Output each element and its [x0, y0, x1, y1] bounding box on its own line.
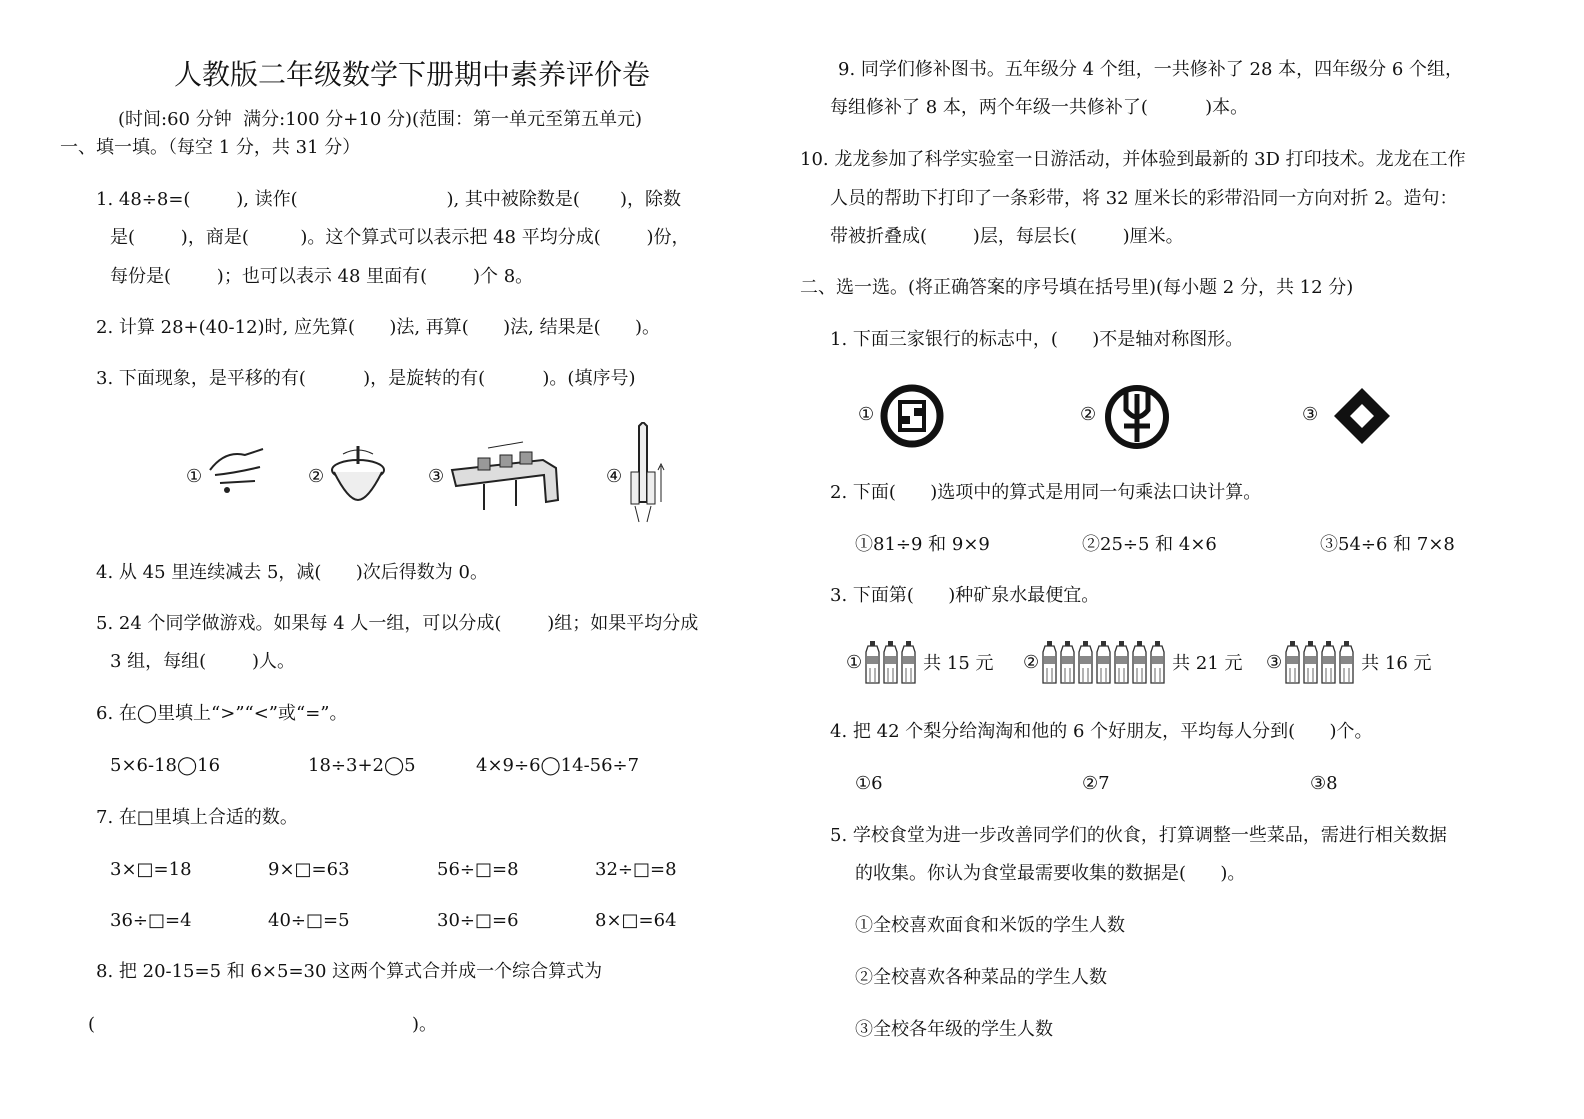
water-bottle-icon [1060, 640, 1075, 684]
s2-q5-option: ①全校喜欢面食和米饭的学生人数 [855, 915, 1125, 936]
q2: 2. 计算 28+(40-12)时, 应先算( )法, 再算( )法, 结果是( )。 [96, 317, 660, 338]
water-bottle-icon [901, 640, 916, 684]
q3: 3. 下面现象，是平移的有( )，是旋转的有( )。(填序号) [96, 368, 636, 389]
water-bottle-icon [1132, 640, 1147, 684]
q8-blank-close: )。 [412, 1014, 438, 1035]
s2-q4-option: ①6 [855, 773, 883, 794]
s2-q4: 4. 把 42 个梨分给淘淘和他的 6 个好朋友，平均每人分到( )个。 [830, 721, 1373, 742]
q10-line3: 带被折叠成( )层，每层长( )厘米。 [830, 226, 1184, 247]
water-bottle-icon [1339, 640, 1354, 684]
water-bottle-icon [865, 640, 880, 684]
water-option-2 [1023, 640, 1243, 684]
icbc-logo-icon [880, 384, 944, 448]
q3-label-4: ④ [606, 466, 623, 487]
bank-label-3: ③ [1302, 404, 1319, 425]
q3-label-3: ③ [428, 466, 445, 487]
s2-q5-line2: 的收集。你认为食堂最需要收集的数据是( )。 [855, 863, 1246, 884]
q8-blank-open: ( [88, 1014, 96, 1035]
water-option-price: 共 16 元 [1361, 653, 1432, 674]
s2-q5-option: ③全校各年级的学生人数 [855, 1019, 1053, 1040]
s2-q2: 2. 下面( )选项中的算式是用同一句乘法口诀计算。 [830, 482, 1262, 503]
bank-label-2: ② [1080, 404, 1097, 425]
q6: 6. 在◯里填上“>”“<”或“=”。 [96, 703, 348, 724]
water-option-1 [846, 640, 994, 684]
s2-q5-line1: 5. 学校食堂为进一步改善同学们的伙食，打算调整一些菜品，需进行相关数据 [830, 825, 1447, 846]
q6-item: 18÷3+2◯5 [308, 755, 416, 776]
water-bottle-icon [1285, 640, 1300, 684]
q1-line2: 是( )，商是( )。这个算式可以表示把 48 平均分成( )份， [110, 227, 690, 248]
water-option-label: ③ [1266, 651, 1283, 673]
q7-item: 56÷□=8 [437, 859, 519, 880]
s2-q4-option: ③8 [1310, 773, 1338, 794]
s2-q2-option: ②25÷5 和 4×6 [1082, 534, 1217, 555]
s2-q1: 1. 下面三家银行的标志中，( )不是轴对称图形。 [830, 329, 1244, 350]
q10-line1: 10. 龙龙参加了科学实验室一日游活动，并体验到最新的 3D 打印技术。龙龙在工作 [800, 149, 1466, 170]
q1-line3: 每份是( )；也可以表示 48 里面有( )个 8。 [110, 266, 534, 287]
rocket-icon [625, 422, 665, 528]
water-bottle-icon [1042, 640, 1057, 684]
q6-item: 5×6-18◯16 [110, 755, 221, 776]
s2-q2-option: ①81÷9 和 9×9 [855, 534, 990, 555]
water-bottle-icon [1114, 640, 1129, 684]
water-option-price: 共 21 元 [1172, 653, 1243, 674]
water-bottle-icon [1150, 640, 1165, 684]
section1-heading: 一、填一填。（每空 1 分，共 31 分） [60, 137, 361, 158]
q7-item: 30÷□=6 [437, 910, 519, 931]
ccb-logo-icon [1330, 384, 1394, 448]
s2-q3: 3. 下面第( )种矿泉水最便宜。 [830, 585, 1100, 606]
hand-washing-icon [205, 445, 267, 495]
s2-q2-option: ③54÷6 和 7×8 [1320, 534, 1455, 555]
q7: 7. 在□里填上合适的数。 [96, 807, 298, 828]
q9-line2: 每组修补了 8 本，两个年级一共修补了( )本。 [830, 97, 1249, 118]
water-option-label: ① [846, 651, 863, 673]
water-bottle-icon [1096, 640, 1111, 684]
water-bottle-icon [883, 640, 898, 684]
q7-item: 36÷□=4 [110, 910, 192, 931]
water-bottle-icon [1303, 640, 1318, 684]
q7-item: 3×□=18 [110, 859, 192, 880]
water-option-price: 共 15 元 [923, 653, 994, 674]
s2-q5-option: ②全校喜欢各种菜品的学生人数 [855, 967, 1107, 988]
q7-item: 9×□=63 [268, 859, 350, 880]
water-option-label: ② [1023, 651, 1040, 673]
water-bottle-icon [1321, 640, 1336, 684]
q7-item: 32÷□=8 [595, 859, 677, 880]
section2-heading: 二、选一选。(将正确答案的序号填在括号里)(每小题 2 分，共 12 分) [800, 277, 1354, 298]
water-option-3 [1266, 640, 1432, 684]
bank-label-1: ① [858, 404, 875, 425]
s2-q4-option: ②7 [1082, 773, 1110, 794]
water-bottle-icon [1078, 640, 1093, 684]
conveyor-belt-icon [448, 440, 564, 510]
q3-label-1: ① [186, 466, 203, 487]
subtitle: (时间:60 分钟 满分:100 分+10 分)(范围：第一单元至第五单元) [118, 109, 643, 130]
q7-item: 40÷□=5 [268, 910, 350, 931]
q5-line2: 3 组，每组( )人。 [110, 651, 295, 672]
q5-line1: 5. 24 个同学做游戏。如果每 4 人一组，可以分成( )组；如果平均分成 [96, 613, 699, 634]
q8: 8. 把 20-15=5 和 6×5=30 这两个算式合并成一个综合算式为 [96, 961, 603, 982]
q4: 4. 从 45 里连续减去 5，减( )次后得数为 0。 [96, 562, 488, 583]
page-title: 人教版二年级数学下册期中素养评价卷 [173, 58, 650, 91]
q6-item: 4×9÷6◯14-56÷7 [476, 755, 640, 776]
q9-line1: 9. 同学们修补图书。五年级分 4 个组，一共修补了 28 本，四年级分 6 个组， [838, 59, 1464, 80]
q1-line1: 1. 48÷8=( ), 读作( ), 其中被除数是( )，除数 [96, 189, 682, 210]
q7-item: 8×□=64 [595, 910, 677, 931]
q3-label-2: ② [308, 466, 325, 487]
spinning-top-icon [328, 442, 388, 502]
abc-logo-icon [1102, 380, 1172, 450]
q10-line2: 人员的帮助下打印了一条彩带，将 32 厘米长的彩带沿同一方向对折 2。造句： [830, 188, 1458, 209]
